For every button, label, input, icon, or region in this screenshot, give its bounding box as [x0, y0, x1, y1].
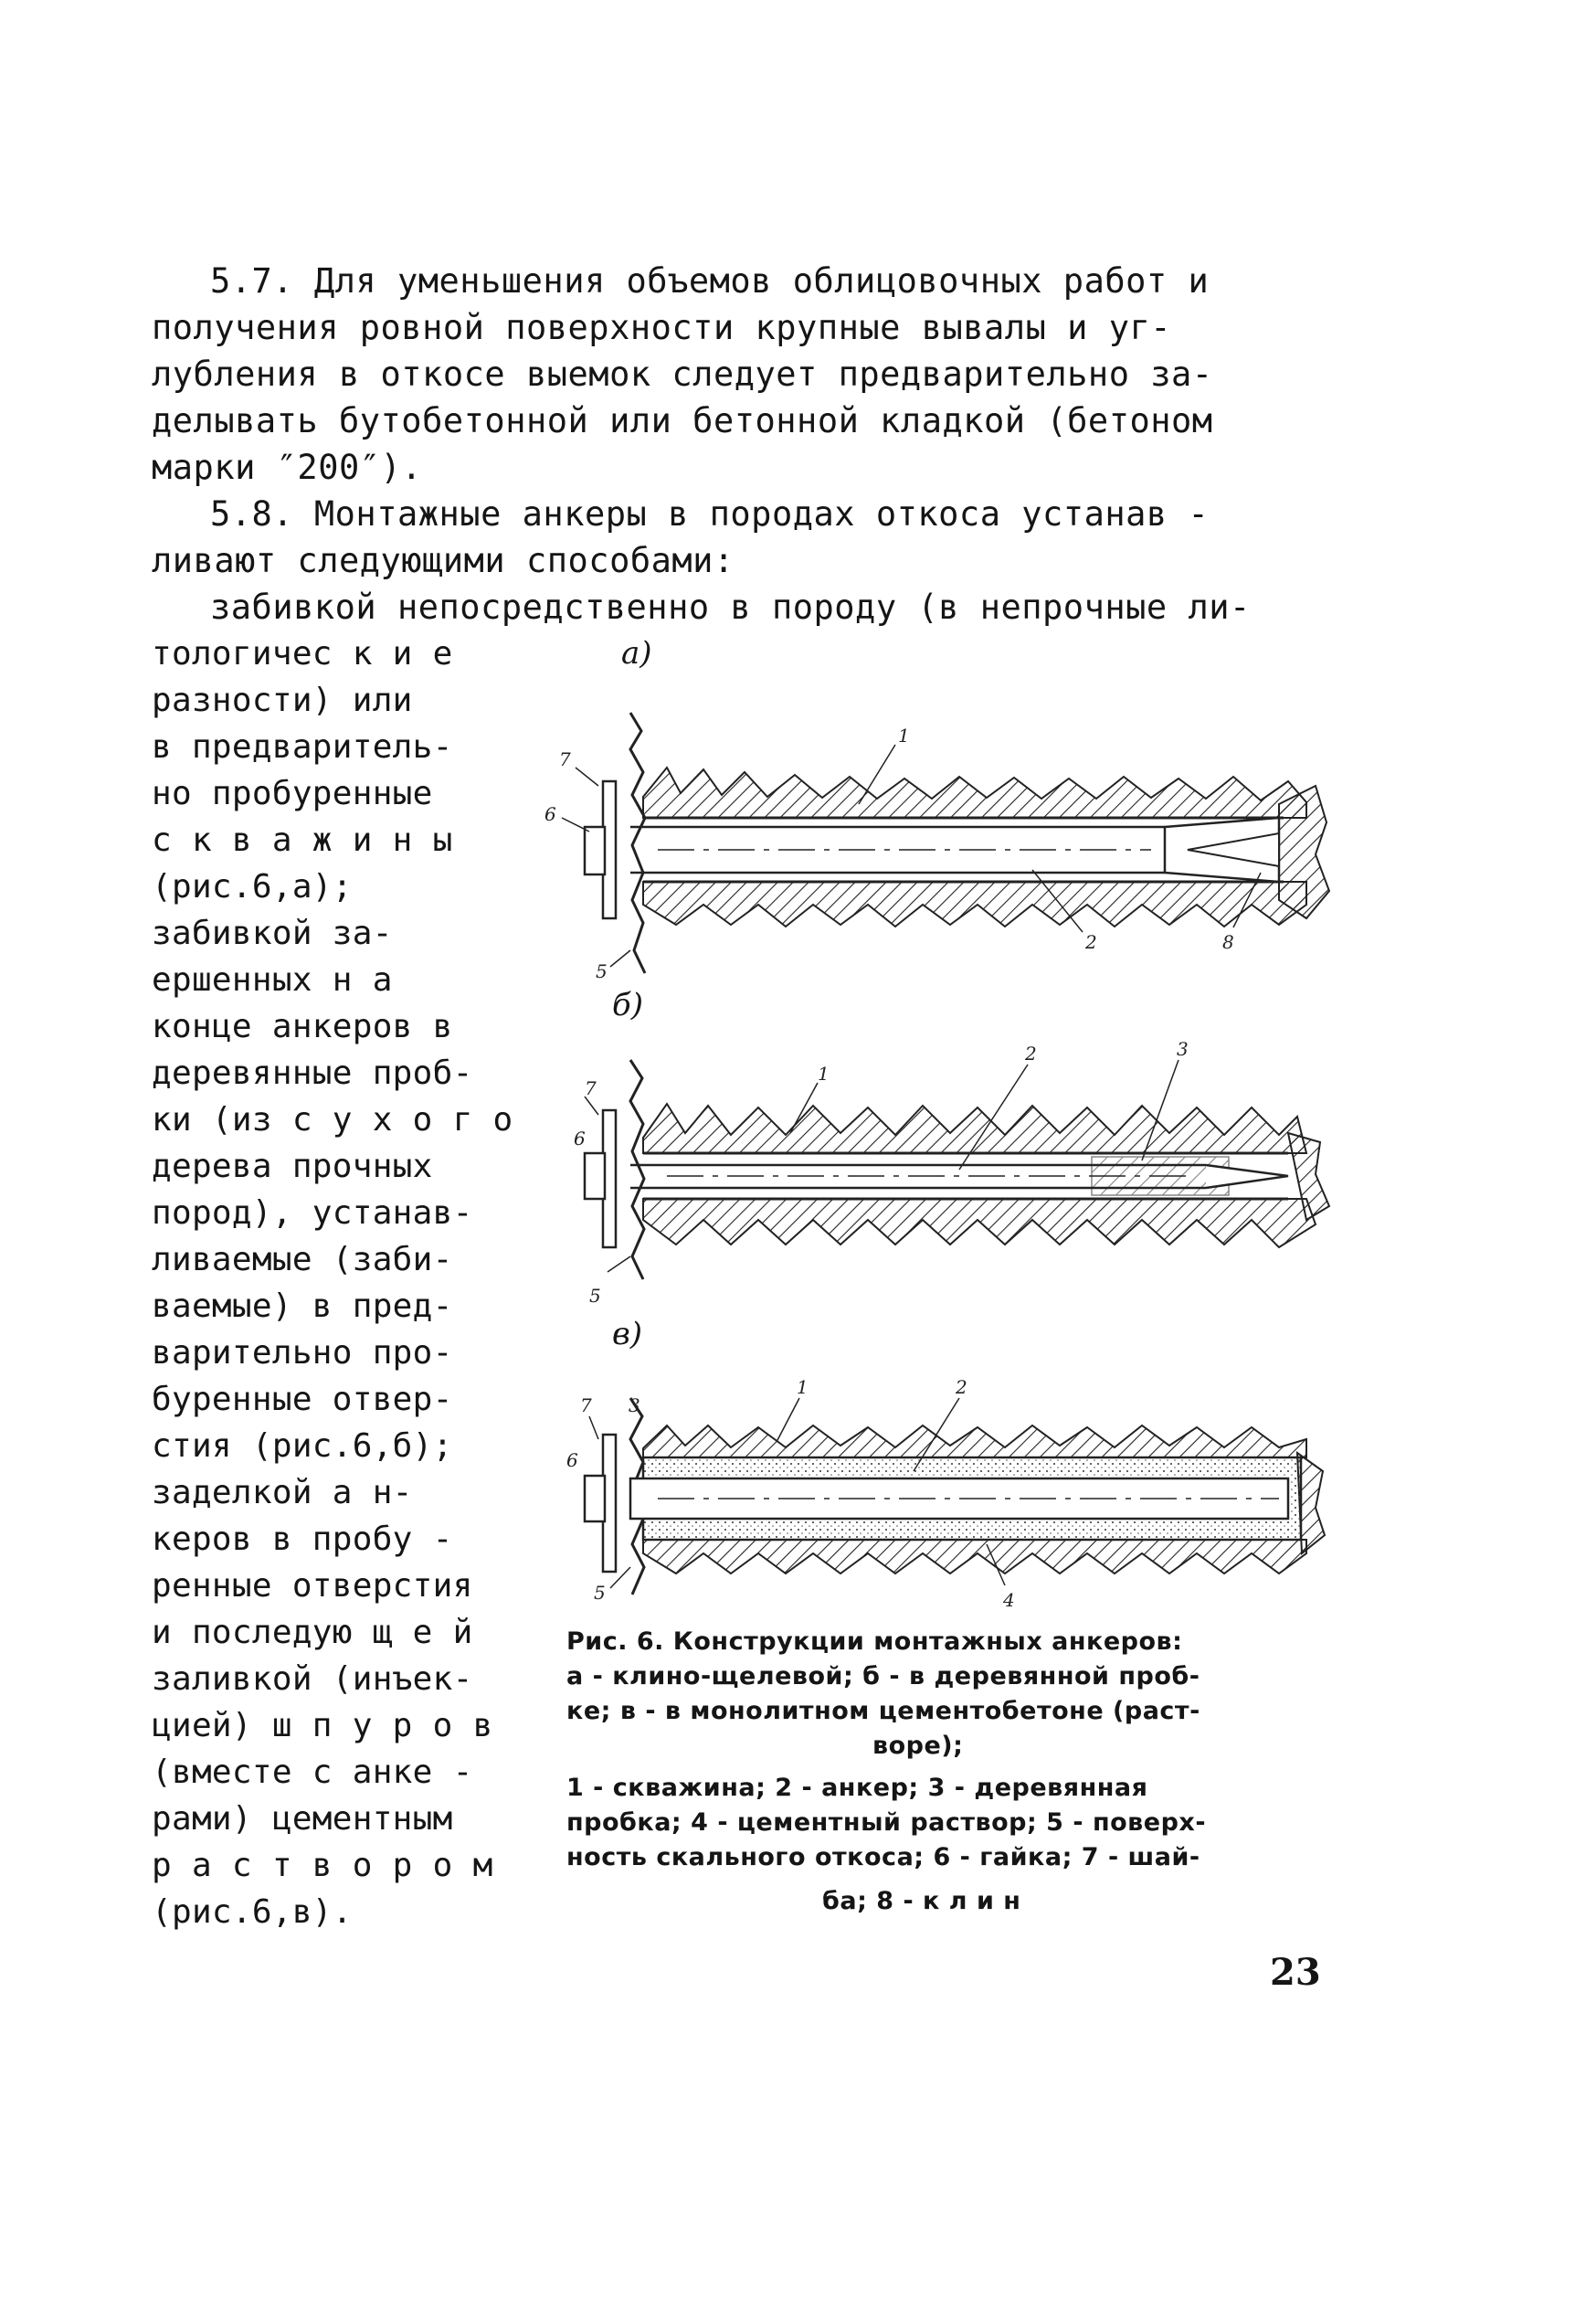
left-line-14: ливаемые (заби- — [152, 1241, 453, 1278]
p57-line-3: лубления в откосе выемок следует предварительно за- — [152, 355, 1213, 394]
p57-line-5: марки ″200″). — [152, 448, 423, 487]
callout-c-2: 2 — [956, 1376, 967, 1398]
left-line-21: ренные отверстия — [152, 1567, 473, 1605]
anchor-drawing-c — [566, 1376, 1325, 1611]
callout-c-1: 1 — [797, 1376, 809, 1398]
caption-line-8: ба; 8 - к л и н — [822, 1887, 1021, 1915]
callout-c-3: 3 — [629, 1394, 640, 1416]
left-line-16: варительно про- — [152, 1334, 453, 1372]
caption-line-2: а - клино-щелевой; б - в деревянной проб- — [566, 1662, 1200, 1690]
caption-line-6: пробка; 4 - цементный раствор; 5 - поверх- — [566, 1808, 1207, 1837]
callout-a-5: 5 — [596, 960, 608, 982]
left-line-26: рами) цементным — [152, 1800, 453, 1838]
left-line-22: и последую щ е й — [152, 1614, 473, 1651]
left-line-2: разности) или — [152, 682, 413, 719]
left-line-11: ки (из с у х о г о — [152, 1101, 513, 1139]
callout-b-2: 2 — [1025, 1043, 1037, 1065]
p58-line-1: 5.8. Монтажные анкеры в породах откоса устанав - — [210, 494, 1210, 534]
callout-b-6: 6 — [574, 1128, 586, 1150]
callout-b-7: 7 — [585, 1077, 597, 1099]
caption-line-7: ность скального откоса; 6 - гайка; 7 - шай- — [566, 1843, 1200, 1871]
caption-line-4: воре); — [872, 1732, 964, 1760]
p57-line-4: делывать бутобетонной или бетонной кладкой (бетоном — [152, 401, 1213, 440]
left-line-25: (вместе с анке - — [152, 1754, 473, 1791]
caption-line-1: Рис. 6. Конструкции монтажных анкеров: — [566, 1627, 1183, 1656]
p58-line-2: ливают следующими способами: — [152, 541, 735, 580]
left-line-24: цией) ш п у р о в — [152, 1707, 493, 1744]
left-line-20: керов в пробу - — [152, 1521, 453, 1558]
callout-a-8: 8 — [1222, 931, 1234, 953]
figure-label-b: б) — [612, 987, 644, 1023]
left-line-23: заливкой (инъек- — [152, 1660, 473, 1698]
left-line-19: заделкой а н- — [152, 1474, 413, 1511]
left-line-7: забивкой за- — [152, 915, 393, 952]
figure-label-c: в) — [612, 1316, 643, 1352]
callout-c-7: 7 — [580, 1394, 592, 1416]
left-line-13: пород), устанав- — [152, 1194, 473, 1232]
left-line-6: (рис.6,а); — [152, 868, 353, 906]
anchor-drawing-a — [544, 713, 1329, 982]
caption-line-5: 1 - скважина; 2 - анкер; 3 - деревянная — [566, 1774, 1148, 1802]
callout-a-7: 7 — [559, 748, 571, 770]
left-line-15: ваемые) в пред- — [152, 1287, 453, 1325]
callout-a-2: 2 — [1085, 931, 1097, 953]
p58-line-3: забивкой непосредственно в породу (в непрочные ли- — [210, 588, 1251, 627]
left-line-8: ершенных н а — [152, 961, 393, 999]
left-line-18: стия (рис.6,б); — [152, 1427, 453, 1465]
left-line-27: р а с т в о р о м — [152, 1847, 493, 1884]
p57-line-2: получения ровной поверхности крупные вывалы и уг- — [152, 308, 1172, 347]
callout-c-4: 4 — [1003, 1589, 1015, 1611]
left-line-28: (рис.6,в). — [152, 1893, 353, 1931]
callout-c-6: 6 — [566, 1449, 578, 1471]
left-line-9: конце анкеров в — [152, 1008, 453, 1045]
callout-b-5: 5 — [589, 1285, 601, 1307]
caption-line-3: ке; в - в монолитном цементобетоне (раст- — [566, 1697, 1200, 1725]
left-line-17: буренные отвер- — [152, 1381, 453, 1418]
callout-a-6: 6 — [544, 803, 556, 825]
callout-b-3: 3 — [1177, 1038, 1189, 1060]
left-line-1: тологичес к и е — [152, 635, 453, 673]
left-line-4: но пробуренные — [152, 775, 433, 812]
p57-line-1: 5.7. Для уменьшения объемов облицовочных работ и — [210, 261, 1210, 301]
left-line-10: деревянные проб- — [152, 1054, 473, 1092]
left-line-12: дерева прочных — [152, 1148, 433, 1185]
callout-b-1: 1 — [818, 1063, 830, 1085]
anchor-drawing-b — [574, 1038, 1329, 1307]
callout-c-5: 5 — [594, 1582, 606, 1604]
page-number: 23 — [1270, 1951, 1321, 1994]
figure-label-a: а) — [621, 635, 652, 672]
left-line-5: с к в а ж и н ы — [152, 821, 453, 859]
left-line-3: в предваритель- — [152, 728, 453, 766]
callout-a-1: 1 — [898, 725, 910, 747]
